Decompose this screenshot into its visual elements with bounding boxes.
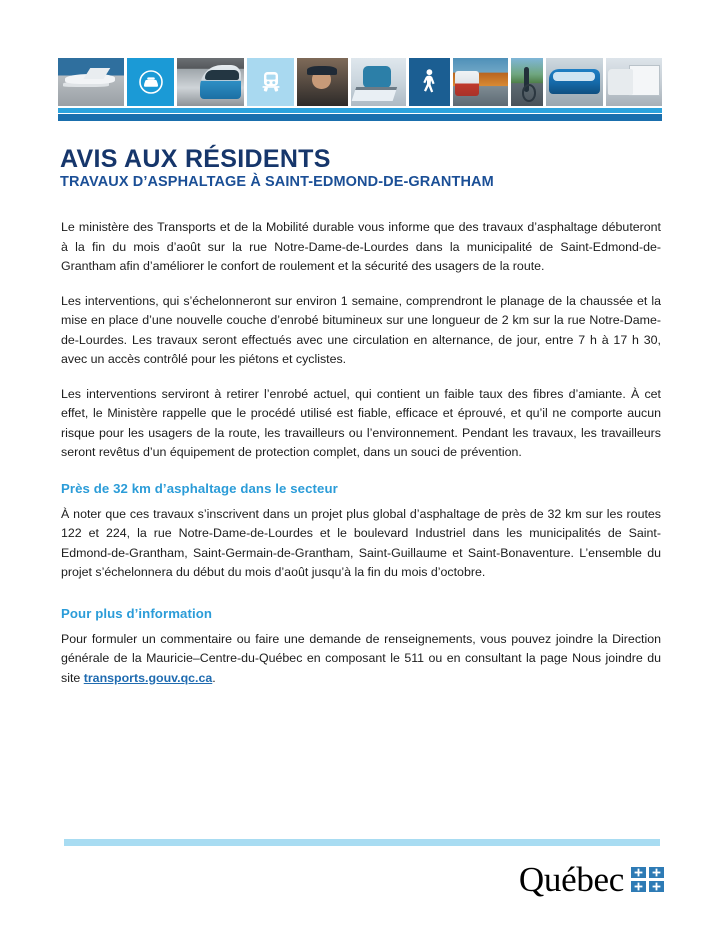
header-image-strip xyxy=(58,58,662,106)
fleur-de-lis-icon xyxy=(649,881,664,892)
paragraph-interventions: Les interventions, qui s’échelonneront sur environ 1 semaine, comprendront le planage de la chaussée et la mise en place d’une nouvelle couche d’enrobé bitumineux sur une longueur de 2 km sur la rue Notre-Dame-de-Lourdes. Les travaux seront effectués avec une circulation en alternance, de jour, entre 7 h à 17 h 30, avec un accès contrôlé pour les piétons et cyclistes. xyxy=(61,293,661,366)
section-heading-sector: Près de 32 km d’asphaltage dans le secteur xyxy=(61,480,338,496)
fleur-de-lis-icon xyxy=(631,867,646,878)
header-tile-cyclist-photo xyxy=(511,58,543,106)
header-tile-airplane-photo xyxy=(58,58,124,106)
fleur-de-lis-icon xyxy=(631,881,646,892)
paragraph-intro: Le ministère des Transports et de la Mobilité durable vous informe que des travaux d’asphaltage débuteront à la fin du mois d’août sur la rue Notre-Dame-de-Lourdes dans la municipalité de Saint-Edmond-de-Grantham afin d’améliorer le confort de roulement et la sécurité des usagers de la route. xyxy=(61,220,661,273)
header-tile-tram-photo xyxy=(177,58,244,106)
transports-website-link[interactable]: transports.gouv.qc.ca xyxy=(83,670,213,685)
document-body xyxy=(61,218,661,688)
paragraph-asbestos: Les interventions serviront à retirer l’enrobé actuel, qui contient un faible taux des fibres d’amiante. À cet effet, le Ministère rappelle que le procédé utilisé est fiable, efficace et éprouvé, et qu’il ne comporte aucun risque pour les usagers de la route, les travailleurs ou l’environnement. Pendant les travaux, les travailleurs seront revêtus d’un équipement de protection complet, dans un souci de prévention. xyxy=(61,386,661,459)
train-icon xyxy=(260,69,282,95)
page-subtitle: TRAVAUX D’ASPHALTAGE À SAINT-EDMOND-DE-GRANTHAM xyxy=(60,174,494,190)
header-tile-port-photo xyxy=(453,58,509,106)
car-icon xyxy=(138,69,164,95)
paragraph-sector: À noter que ces travaux s’inscrivent dans un projet plus global d’asphaltage de près de 32 km sur les routes 122 et 224, la rue Notre-Dame-de-Lourdes et le boulevard Industriel dans les municipalités de Saint-Edmond-de-Grantham, Saint-Germain-de-Grantham, Saint-Guillaume et Saint-Bonaventure. L’ensemble du projet s’échelonnera du début du mois d’août jusqu’à la fin du mois d’octobre. xyxy=(61,506,661,579)
quebec-flag-icon xyxy=(631,867,664,892)
header-tile-train-icon xyxy=(247,58,294,106)
header-tile-truck-photo xyxy=(606,58,662,106)
header-tile-car-icon xyxy=(127,58,174,106)
header-tile-worker-photo xyxy=(297,58,348,106)
header-tile-pedestrian-icon xyxy=(409,58,450,106)
paragraph-information xyxy=(61,630,661,689)
paragraph-information-text-after-link: . xyxy=(212,670,216,685)
header-tile-bus-photo xyxy=(546,58,603,106)
header-accent-bar-light xyxy=(58,108,662,113)
header-accent-bar-dark xyxy=(58,114,662,121)
paragraph-information-text-before-link: Pour formuler un commentaire ou faire une demande de renseignements, vous pouvez joindre la Direction générale de la Mauricie–Centre-du-Québec en composant le 511 ou en consultant la page Nous joindre du site xyxy=(61,631,661,685)
header-tile-snowplow-photo xyxy=(351,58,406,106)
page-title: AVIS AUX RÉSIDENTS xyxy=(60,145,331,173)
section-heading-information: Pour plus d’information xyxy=(61,605,213,621)
fleur-de-lis-icon xyxy=(649,867,664,878)
quebec-wordmark: Québec xyxy=(518,860,624,899)
quebec-logo xyxy=(519,862,664,897)
pedestrian-icon xyxy=(420,68,438,96)
footer-divider xyxy=(64,839,660,846)
